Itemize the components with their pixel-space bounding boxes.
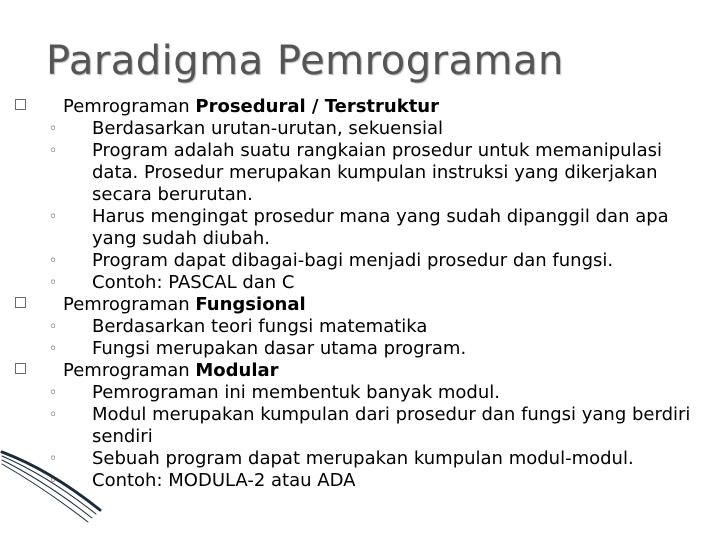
circle-bullet-icon: ◦ <box>49 385 58 401</box>
section-heading <box>63 96 720 118</box>
list-item <box>49 118 696 140</box>
list-item <box>49 316 696 338</box>
section-emphasis: Prosedural / Terstruktur <box>195 96 439 117</box>
section-prefix: Pemrograman <box>63 360 196 381</box>
list-item <box>49 250 696 272</box>
list-item-text: Harus mengingat prosedur mana yang sudah dipanggil dan apa yang sudah diubah. <box>92 206 669 249</box>
circle-bullet-icon: ◦ <box>49 407 58 423</box>
list-item-text: Sebuah program dapat merupakan kumpulan modul-modul. <box>92 448 634 469</box>
list-item <box>49 382 696 404</box>
list-item-text: Program dapat dibagai-bagi menjadi prosedur dan fungsi. <box>92 250 614 271</box>
section-prefix: Pemrograman <box>63 294 196 315</box>
list-item <box>49 206 696 250</box>
list-item-text: Contoh: MODULA-2 atau ADA <box>92 470 356 491</box>
list-item-text: Pemrograman ini membentuk banyak modul. <box>92 382 500 403</box>
circle-bullet-icon: ◦ <box>49 209 58 225</box>
section-heading <box>63 360 720 382</box>
circle-bullet-icon: ◦ <box>49 341 58 357</box>
list-item <box>49 338 696 360</box>
list-item-text: Contoh: PASCAL dan C <box>92 272 295 293</box>
circle-bullet-icon: ◦ <box>49 121 58 137</box>
circle-bullet-icon: ◦ <box>49 253 58 269</box>
circle-bullet-icon: ◦ <box>49 451 58 467</box>
list-item-text: Fungsi merupakan dasar utama program. <box>92 338 467 359</box>
circle-bullet-icon: ◦ <box>49 143 58 159</box>
list-item <box>49 272 696 294</box>
decorative-corner-lines <box>0 450 140 540</box>
circle-bullet-icon: ◦ <box>49 319 58 335</box>
square-bullet-icon <box>15 363 26 374</box>
square-bullet-icon <box>15 297 26 308</box>
circle-bullet-icon: ◦ <box>49 473 58 489</box>
square-bullet-icon <box>15 99 26 110</box>
section-emphasis: Fungsional <box>195 294 306 315</box>
slide-title: Paradigma Pemrograman <box>46 38 564 84</box>
circle-bullet-icon: ◦ <box>49 275 58 291</box>
list-item <box>49 448 696 470</box>
list-item-text: Berdasarkan urutan-urutan, sekuensial <box>92 118 444 139</box>
list-item <box>49 140 696 206</box>
section-heading <box>63 294 720 316</box>
section-prefix: Pemrograman <box>63 96 196 117</box>
list-item <box>49 470 696 492</box>
list-item-text: Program adalah suatu rangkaian prosedur untuk memanipulasi data. Prosedur merupakan kumpulan instruksi yang dikerjakan secara berurutan. <box>92 140 662 205</box>
section-emphasis: Modular <box>195 360 279 381</box>
list-item <box>49 404 696 448</box>
list-item-text: Modul merupakan kumpulan dari prosedur dan fungsi yang berdiri sendiri <box>92 404 691 447</box>
slide-content <box>0 96 720 492</box>
list-item-text: Berdasarkan teori fungsi matematika <box>92 316 428 337</box>
